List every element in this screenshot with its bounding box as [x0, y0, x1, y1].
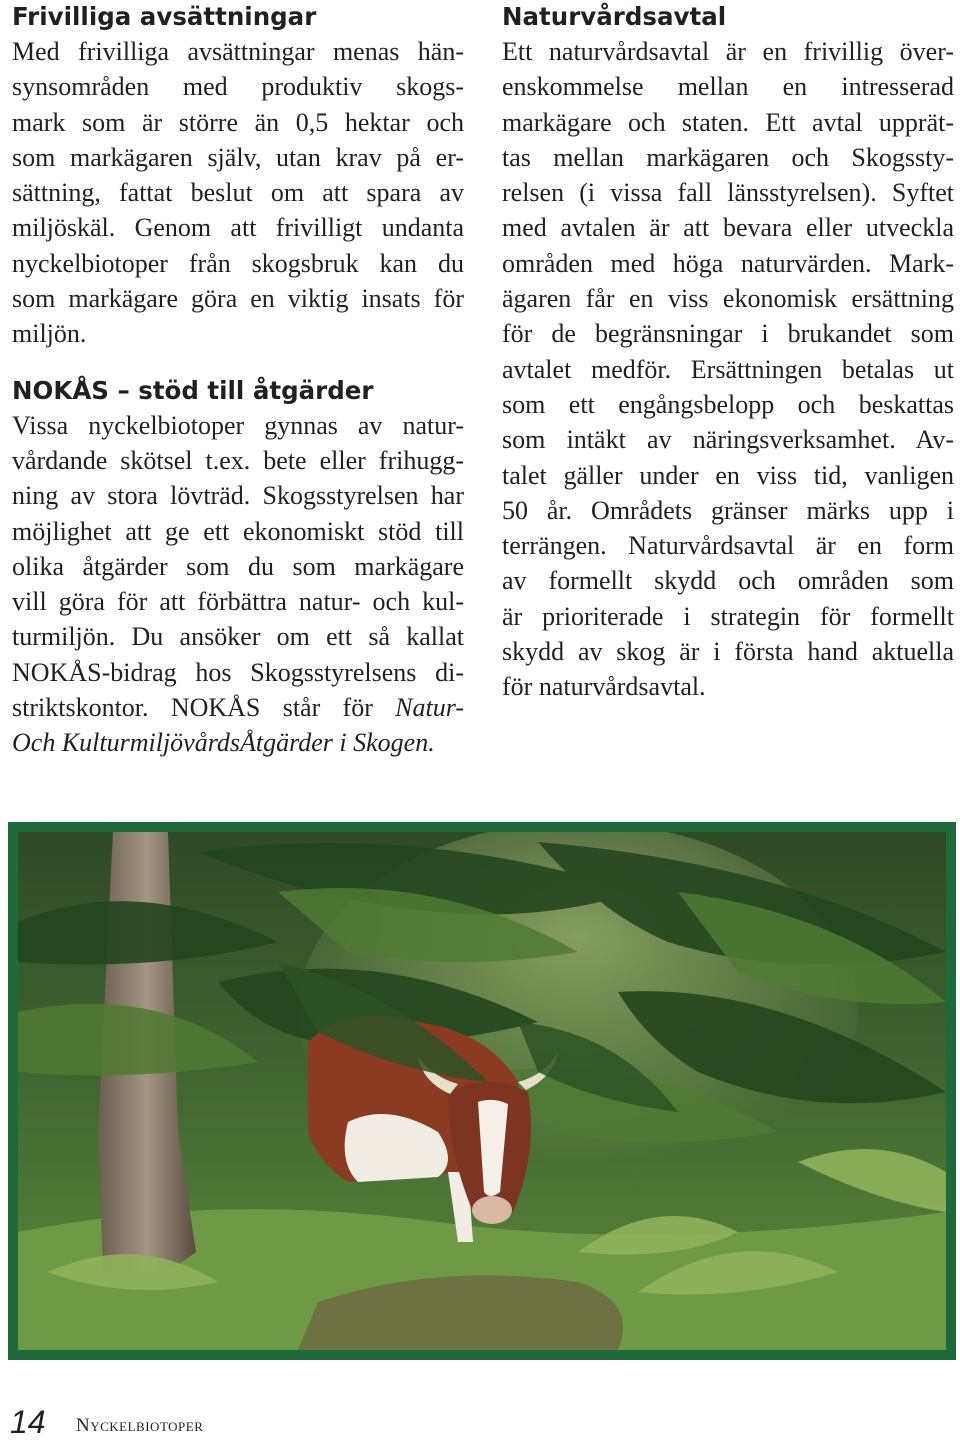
- text-line: relsen (i vissa fall länsstyrelsen). Syftet: [502, 178, 954, 208]
- text-line: olika åtgärder som du som markägare: [12, 551, 464, 581]
- text-line: ning av stora lövträd. Skogsstyrelsen har: [12, 481, 464, 511]
- running-footer-title: Nyckelbiotoper: [76, 1415, 204, 1436]
- text-line: Med frivilliga avsättningar menas hän-: [12, 37, 464, 66]
- text-line: för naturvårdsavtal.: [502, 672, 706, 702]
- text-line: för de begränsningar i brukandet som: [502, 319, 954, 349]
- text-line: tas mellan markägaren och Skogssty-: [502, 142, 954, 172]
- text-line: [12, 690, 464, 725]
- text-line: med avtalen är att bevara eller utveckla: [502, 213, 954, 243]
- cow-muzzle: [472, 1196, 512, 1224]
- forest-cow-photo: [18, 832, 946, 1350]
- text-line: som markägaren själv, utan krav på er-: [12, 142, 464, 172]
- text-line: synsområden med produktiv skogs-: [12, 72, 464, 102]
- text-line: miljön.: [12, 319, 87, 349]
- text-line: av formellt skydd och områden som: [502, 566, 954, 596]
- paragraph-frivilliga-avsattningar: [12, 34, 464, 352]
- photo-frame: [8, 822, 956, 1360]
- text-line: Ett naturvårdsavtal är en frivillig över-: [502, 37, 954, 66]
- text-line: terrängen. Naturvårdsavtal är en form: [502, 531, 954, 561]
- text-line: NOKÅS-bidrag hos Skogsstyrelsens di-: [12, 657, 464, 687]
- text-line: sättning, fattat beslut om att spara av: [12, 178, 464, 208]
- right-column: [502, 0, 954, 705]
- italic-text-segment: Och KulturmiljövårdsÅtgärder i Skogen.: [12, 728, 435, 758]
- text-line: enskommelse mellan en intresserad: [502, 72, 954, 102]
- text-line: ägaren får en viss ekonomisk ersättning: [502, 284, 954, 314]
- text-line: vårdande skötsel t.ex. bete eller frihugg-: [12, 445, 464, 475]
- paragraph-nokas: [12, 408, 464, 761]
- text-line: [12, 725, 464, 760]
- text-segment: striktskontor. NOKÅS står för: [12, 693, 396, 723]
- text-line: områden med höga naturvärden. Mark-: [502, 248, 954, 278]
- text-line: miljöskäl. Genom att frivilligt undanta: [12, 213, 464, 243]
- text-line: markägare och staten. Ett avtal upprät-: [502, 107, 954, 137]
- italic-text-segment: Natur-: [395, 693, 464, 723]
- heading-naturvardsavtal: Naturvårdsavtal: [502, 2, 727, 31]
- paragraph-naturvardsavtal: [502, 34, 954, 705]
- text-line: skydd av skog är i första hand aktuella: [502, 637, 954, 667]
- heading-nokas: NOKÅS – stöd till åtgärder: [12, 375, 374, 405]
- left-column: [12, 0, 464, 761]
- text-line: vill göra för att förbättra natur- och kul-: [12, 587, 464, 617]
- text-line: 50 år. Områdets gränser märks upp i: [502, 495, 954, 525]
- text-line: turmiljön. Du ansöker om ett så kallat: [12, 622, 464, 652]
- text-line: mark som är större än 0,5 hektar och: [12, 107, 464, 137]
- text-line: avtalet medför. Ersättningen betalas ut: [502, 354, 954, 384]
- heading-frivilliga-avsattningar: Frivilliga avsättningar: [12, 2, 317, 31]
- text-line: talet gäller under en viss tid, vanligen: [502, 460, 954, 490]
- text-line: möjlighet att ge ett ekonomiskt stöd till: [12, 516, 464, 546]
- text-line: Vissa nyckelbiotoper gynnas av natur-: [12, 410, 464, 440]
- text-line: är prioriterade i strategin för formellt: [502, 601, 954, 631]
- page-number: 14: [10, 1404, 46, 1440]
- text-line: nyckelbiotoper från skogsbruk kan du: [12, 248, 464, 278]
- text-line: som markägare göra en viktig insats för: [12, 284, 464, 314]
- text-line: som intäkt av näringsverksamhet. Av-: [502, 425, 954, 455]
- text-line: som ett engångsbelopp och beskattas: [502, 389, 954, 419]
